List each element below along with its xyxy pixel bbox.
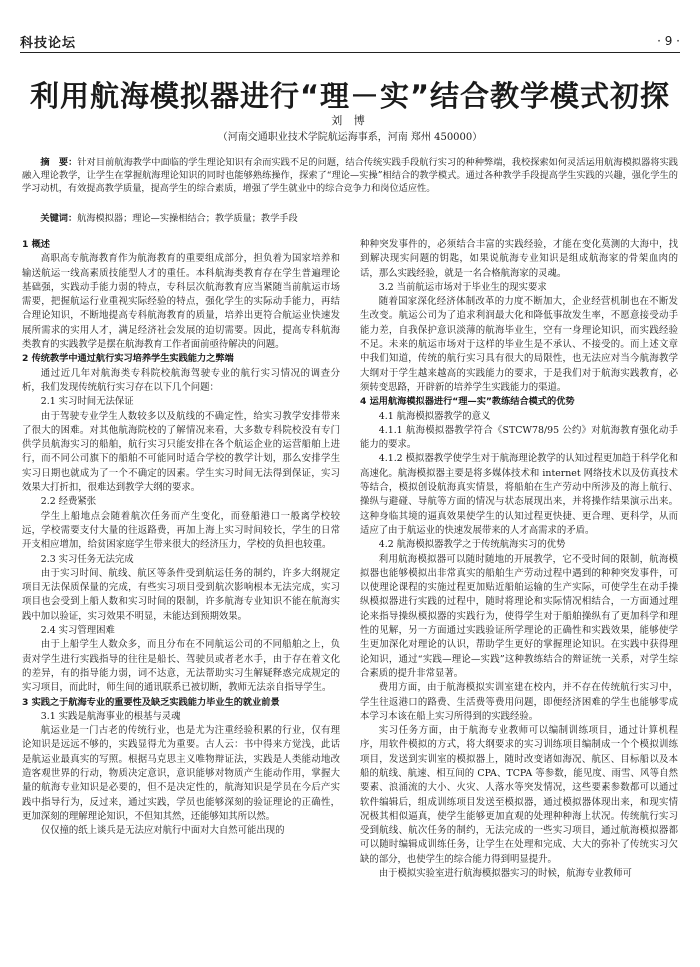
right-column <box>360 238 678 960</box>
paragraph: 高职高专航海教育作为航海教育的重要组成部分，担负着为国家培养和输送航运一线高素质技能型人才的重任。本科航海类教育存在学生普遍理论基础强，实践动手能力弱的特点，专科层次航海教育应当紧随当前航运市场需要，把握航运行业重视实际经验的特点，强化学生的实际动手能力，再结合理论知识，不断地提高专科航海教育的质量，培养出更符合航运业快速发展所需求的实用人才，满足经济社会发展的迫切需要。因此，提高专科航海类教育的实践教学是摆在航海教育工作者面前亟待解决的问题。 <box>22 253 340 351</box>
paragraph: 种种突发事件的，必须结合丰富的实践经验，才能在变化莫测的大海中，找到解决现实问题的钥匙，如果说航海专业知识是组成航海家的骨架血肉的话，那么实践经验，就是一名合格航海家的灵魂。 <box>360 239 678 279</box>
subsection-heading: 2.3 实习任务无法完成 <box>40 553 134 565</box>
section-heading: 3 实践之于航海专业的重要性及缺乏实践能力毕业生的就业前景 <box>22 696 280 708</box>
paragraph: 航运业是一门古老的传统行业，也是尤为注重经验积累的行业，仅有理论知识是远远不够的，实践显得尤为重要。古人云：书中得来方觉浅，此话是航运业最真实的写照。根据马克思主义唯物辩证法，实践是人类能动地改造客观世界的行动，物质决定意识，意识能够对物质产生能动作用，掌握大量的航海专业知识是必要的，但不是决定性的，航海知识是学员在今后产实践中指导行为，反过来，通过实践，学员也能够深刻的验证理论的正确性，更加深刻的理解理论知识，不但知其然，还能够知其所以然。 <box>22 725 340 822</box>
abstract-text: 针对目前航海教学中面临的学生理论知识有余而实践不足的问题，结合传统实践手段航行实习的种种弊端，我校探索如何灵活运用航海模拟器将实践融入理论教学，让学生在掌握航海理论知识的同时也能够熟练操作，探索了“理论—实操”相结合的教学模式。通过各种教学手段提高学生实践的兴趣，强化学生的学习动机，有效提高教学质量，提高学生的综合素质，增强了学生就业中的综合竞争力和岗位适应性。 <box>22 157 678 194</box>
abstract-label: 摘 要： <box>40 157 78 168</box>
section-heading: 1 概述 <box>22 239 50 250</box>
paragraph: 费用方面，由于航海模拟实训室建在校内，并不存在传统航行实习中，学生往返港口的路费、生活费等费用问题，即便经济困难的学生也能够零成本学习本该在船上实习所得到的实践经验。 <box>360 682 678 722</box>
page-number: · 9 · <box>657 34 680 48</box>
paragraph: 4.1.1 航海模拟器教学符合《STCW78/95 公约》对航海教育强化动手能力的要求。 <box>360 424 678 451</box>
abstract <box>22 156 678 195</box>
subsection-heading: 2.1 实习时间无法保证 <box>40 396 134 408</box>
paragraph: 实习任务方面，由于航海专业教师可以编制训练项目，通过计算机程序，用软件模拟的方式，将大纲要求的实习训练项目编制成一个个模拟训练项目，发送到实训室的模拟器上，随时改变诸如海况、航区、目标船以及本船的航线、航速、相互间的 CPA、TCPA 等参数，能见度、雨雪、风等自然要素、浪涌流的大小、火灾、人落水等突发情况，这些要素参数都可以通过软件编辑后，组成训练项目发送至模拟器，通过模拟器体现出来，和现实情况极其相似逼真，使学生能够更加直观的处理种种海上状况。传统航行实习受到航线、航次任务的制约，无法完成的一些实习项目，通过航海模拟器都可以随时编辑成训练任务，让学生在处理和完成、大大的弥补了传统实习欠缺的部分，也使学生的综合能力得到明显提升。 <box>360 725 678 865</box>
article-title: 利用航海模拟器进行“理－实”结合教学模式初探 <box>29 79 671 113</box>
subsection-heading: 2.2 经费紧张 <box>40 496 97 508</box>
section-heading: 4 运用航海模拟器进行“理—实”教练结合模式的优势 <box>360 396 575 408</box>
keywords-text: 航海模拟器；理论—实操相结合；教学质量；教学手段 <box>77 213 298 224</box>
paragraph: 通过近几年对航海类专科院校航海驾驶专业的航行实习情况的调查分析，我们发现传统航行实习存在以下几个问题： <box>22 367 340 393</box>
keywords <box>22 212 678 225</box>
subsection-heading: 3.1 实践是航海事业的根基与灵魂 <box>40 710 181 722</box>
paragraph: 由于驾驶专业学生人数较多以及航线的不确定性，给实习教学安排带来了很大的困难。对其他航海院校的了解情况来看，大多数专科院校没有专门供学员航海实习的船舶，航行实习只能安排在各个航运企业的运营船舶上进行，而不同公司旗下的船舶不可能同时适合学校的教学计划，那么安排学生实习日期也就成为了一个不确定的因素。学生实习时间无法得到保证，实习效果大打折扣，很难达到教学大纲的要求。 <box>22 410 340 494</box>
paragraph: 由于实习时间、航线、航区等条件受到航运任务的制约，许多大纲规定项目无法保质保量的完成，有些实习项目受到航次影响根本无法完成，实习项目也会受到上船人数和实习时间的限制，许多航海专业知识不能在航海实践中加以验证，实习效果不明显，未能达到预期效果。 <box>22 567 340 622</box>
subsection-heading: 2.4 实习管理困难 <box>40 625 115 637</box>
author-affiliation: （河南交通职业技术学院航运海事系，河南 郑州 450000） <box>217 132 483 143</box>
section-label: 科技论坛 <box>20 35 77 51</box>
left-column <box>22 238 340 960</box>
paragraph: 学生上船地点会随着航次任务而产生变化，而登船港口一般离学校较远，学校需要支付大量的往返路费，再加上海上实习时间较长，学生的日常开支相应增加，给贫困家庭学生带来很大的经济压力，学校的负担也较重。 <box>22 510 340 551</box>
paragraph: 由于模拟实验室进行航海模拟器实习的时候，航海专业教师可 <box>378 868 632 880</box>
paragraph: 仅仅撞的纸上谈兵是无法应对航行中面对大自然可能出现的 <box>40 825 285 837</box>
paragraph: 利用航海模拟器可以随时随地的开展教学，它不受时间的限制，航海模拟器也能够模拟出非常真实的船舶生产劳动过程中遇到的种种突发事件，可以使理论课程的实施过程更加贴近船舶运输的生产实际，可使学生在动手操纵模拟器进行实践的过程中，随时将理论和实际情况相结合，一方面通过理论来指导操纵模拟器的实践行为，使得学生对于船舶操纵有了更加科学和理性的见解，另一方面通过实践验证所学理论的正确性和实践效果，能够使学生更加深化对理论的认识，帮助学生更好的掌握理论知识。在实践中获得理论知识，通过“实践—理论—实践”这种教练结合的辩证统一关系，对学生综合素质的提升非常显著。 <box>360 553 678 679</box>
subsection-heading: 4.1 航海模拟器教学的意义 <box>378 410 491 422</box>
author-name: 刘 博 <box>331 114 369 127</box>
subsection-heading: 3.2 当前航运市场对于毕业生的现实要求 <box>378 281 547 293</box>
subsection-heading: 4.2 航海模拟器教学之于传统航海实习的优势 <box>378 539 566 551</box>
section-heading: 2 传统教学中通过航行实习培养学生实践能力之弊端 <box>22 353 234 365</box>
paragraph: 随着国家深化经济体制改革的力度不断加大，企业经营机制也在不断发生改变。航运公司为了追求利润最大化和降低事故发生率，不愿意接受动手能力差，自我保护意识淡薄的航海毕业生，空有一身理论知识，而实践经验不足。未来的航运市场对于这样的毕业生是不承认、不接受的。而上述文章中我们知道，传统的航行实习具有很大的局限性，也无法应对当今航海教学大纲对于学生越来越高的实践能力的要求，于是我们对于航海实践教育，必须转变思路，开辟新的培养学生实践能力的渠道。 <box>360 296 678 393</box>
paragraph: 4.1.2 模拟器教学使学生对于航海理论教学的认知过程更加趋于科学化和高速化。航海模拟器主要是将多媒体技术和 internet 网络技术以及仿真技术等结合，模拟创设航海真实情景，将船舶在生产劳动中所涉及的海上航行、操纵与避碰、导航等方面的情况与状态展现出来，并将操作结果演示出来。这种身临其境的逼真效果使学生的认知过程更快捷、更合理、更科学，从而适应了由于航运业的快速发展带来的人才高需求的矛盾。 <box>360 453 678 536</box>
page-header <box>20 30 680 53</box>
paragraph: 由于上船学生人数众多，而且分布在不同航运公司的不同船舶之上，负责对学生进行实践指导的往往是船长、驾驶员或者老水手，由于存在着文化的差异，有的指导能力弱，词不达意，无法帮助实习生解疑释惑完成规定的实习项目，而此时，师生间的通讯联系已被切断，教师无法亲自指导学生。 <box>22 639 340 694</box>
keywords-label: 关键词： <box>40 213 78 224</box>
